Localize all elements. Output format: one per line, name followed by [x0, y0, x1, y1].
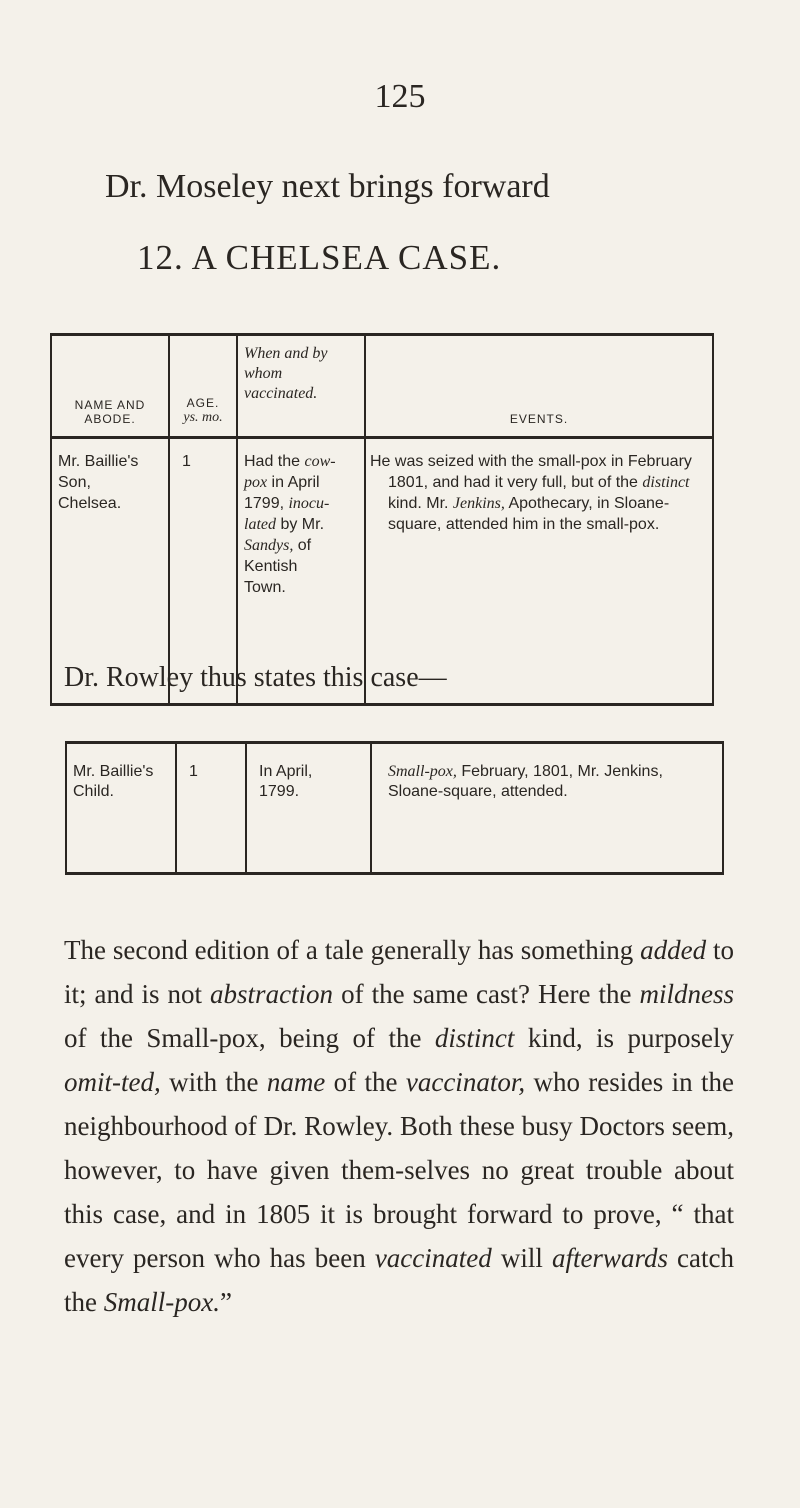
events-text	[370, 451, 706, 535]
cell-when	[246, 743, 371, 874]
header-when-line3: vaccinated.	[244, 385, 318, 402]
body-afterwards: afterwards	[551, 1243, 668, 1273]
body-added: added	[640, 935, 707, 965]
header-when-line1: When and by	[244, 345, 328, 362]
cell-age: 1	[169, 438, 237, 705]
events-distinct: distinct	[642, 474, 690, 491]
header-name-abode-line1: NAME AND	[74, 398, 146, 412]
events-part: February, 1801, Mr. Jenkins, Sloane-square, attended.	[388, 763, 663, 800]
when-cow: cow-	[304, 453, 336, 470]
when-line-5	[244, 535, 360, 556]
name-line-2: Child.	[73, 783, 114, 800]
case-heading: 12. A CHELSEA CASE.	[137, 238, 502, 277]
header-age-line1: AGE.	[186, 396, 220, 410]
header-name-abode	[51, 335, 169, 438]
header-name-abode-line2: ABODE.	[84, 412, 136, 426]
body-vaccinated: vaccinated	[374, 1243, 492, 1273]
body-part: with the	[160, 1067, 267, 1097]
name-line-1: Mr. Baillie's	[73, 763, 154, 780]
table-header-row	[51, 335, 713, 438]
when-line-3	[244, 493, 360, 514]
body-part: of the Small-pox, being of the	[64, 1023, 435, 1053]
body-part: ”	[219, 1287, 232, 1317]
page-number: 125	[374, 78, 426, 115]
when-inoculated: inocu-	[288, 495, 330, 512]
body-smallpox: Small-pox.	[103, 1287, 220, 1317]
intro-line: Dr. Moseley next brings forward	[105, 168, 550, 205]
body-part: The second edition of a tale generally has something	[64, 935, 641, 965]
header-events: EVENTS.	[365, 335, 713, 438]
body-distinct: distinct	[434, 1023, 515, 1053]
header-age-line2: ys. mo.	[183, 410, 223, 425]
when-line-6: Kentish	[244, 558, 298, 575]
body-name: name	[266, 1067, 326, 1097]
when-text: by Mr.	[276, 516, 325, 533]
rowley-case-table	[65, 741, 724, 875]
events-smallpox: Small-pox,	[388, 763, 457, 780]
body-paragraph	[64, 928, 734, 1324]
events-part: Apothecary, in Sloane-square, attended him in the small-pox.	[388, 495, 670, 533]
name-line-3: Chelsea.	[58, 495, 122, 512]
body-abstraction: abstraction	[210, 979, 334, 1009]
when-line-7: Town.	[244, 579, 286, 596]
when-sandys: Sandys,	[244, 537, 294, 554]
body-part: to it; and is not	[64, 935, 734, 1009]
header-age	[169, 335, 237, 438]
body-part: of the	[325, 1067, 406, 1097]
cell-age: 1	[176, 743, 246, 874]
moseley-case-table	[50, 333, 714, 706]
cell-name	[66, 743, 176, 874]
when-line-1	[244, 451, 360, 472]
when-inoculated: lated	[244, 516, 276, 533]
body-part: who resides in the neighbourhood of Dr. Rowley. Both these busy Doctors seem, however, to have given them-selves no great trouble about this case, and in 1805 it is brought forward to prove, “ that every person who has been	[64, 1067, 734, 1273]
table-row	[66, 743, 723, 874]
events-jenkins: Jenkins,	[452, 495, 505, 512]
body-omitted: omit-ted,	[64, 1067, 161, 1097]
when-line-2	[244, 472, 360, 493]
name-line-1: Mr. Baillie's	[58, 453, 139, 470]
when-line-4	[244, 514, 360, 535]
name-line-2: Son,	[58, 474, 91, 491]
when-text: of	[293, 537, 312, 554]
events-part: kind. Mr.	[388, 495, 453, 512]
when-text: 1799,	[244, 495, 289, 512]
when-text: in April	[267, 474, 320, 491]
body-mildness: mildness	[639, 979, 734, 1009]
when-pox: pox	[244, 474, 268, 491]
body-part: will	[491, 1243, 552, 1273]
rowley-line: Dr. Rowley thus states this case—	[64, 662, 447, 693]
header-when-line2: whom	[244, 365, 283, 382]
when-text: Had the	[244, 453, 305, 470]
body-vaccinator: vaccinator,	[405, 1067, 526, 1097]
when-line-1: In April,	[259, 763, 313, 780]
body-part: of the same cast? Here the	[333, 979, 640, 1009]
body-part: catch the	[64, 1243, 734, 1317]
when-line-2: 1799.	[259, 783, 300, 800]
body-part: kind, is purposely	[514, 1023, 735, 1053]
header-when-vaccinated	[237, 335, 365, 438]
events-part: He was seized with the small-pox in February 1801, and had it very full, but of the	[370, 453, 692, 491]
cell-events	[371, 743, 723, 874]
